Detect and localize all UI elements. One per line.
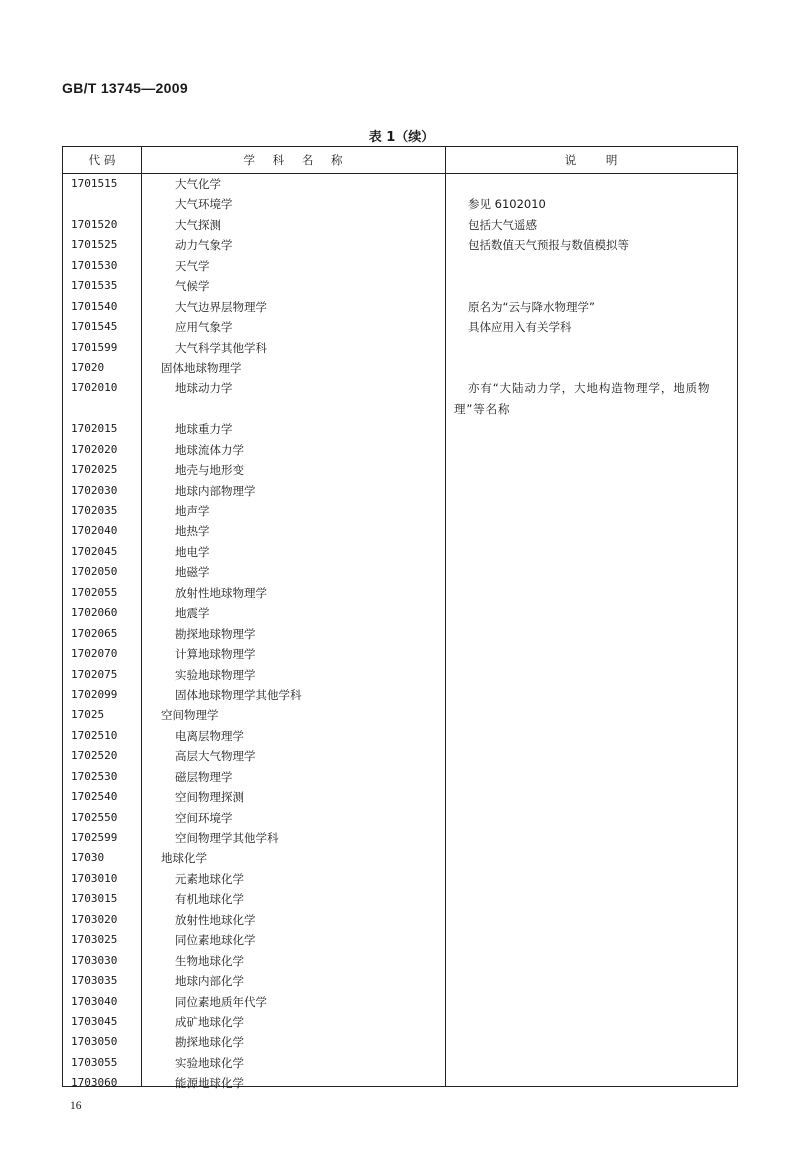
row-code: 17020: [71, 360, 105, 374]
table-row: [63, 1032, 737, 1052]
table-row: [63, 746, 737, 766]
row-code: 1702045: [71, 544, 118, 558]
row-code: 1702025: [71, 463, 118, 477]
table-row: [63, 481, 737, 501]
row-code: 17030: [71, 851, 105, 865]
row-code: 1701525: [71, 238, 118, 252]
table-row: [63, 1073, 737, 1093]
table-row: [63, 992, 737, 1012]
table-row: [63, 889, 737, 909]
row-discipline-name: 地球流体力学: [175, 442, 244, 457]
row-note: 原名为“云与降水物理学”: [468, 299, 595, 314]
table-title: 表 1（续）: [368, 130, 435, 145]
row-code: 1703055: [71, 1055, 118, 1069]
row-code: 17025: [71, 708, 105, 722]
row-discipline-name: 空间环境学: [175, 810, 233, 825]
row-note: 包括数值天气预报与数值模拟等: [468, 238, 629, 253]
row-discipline-name: 有机地球化学: [175, 892, 244, 907]
row-code: 1701599: [71, 340, 118, 354]
row-code: 1703025: [71, 933, 118, 947]
table-row: [63, 808, 737, 828]
table-row: [63, 317, 737, 337]
row-code: 1702050: [71, 565, 118, 579]
discipline-table: [62, 146, 738, 1091]
table-row: [63, 194, 737, 214]
table-row: [63, 665, 737, 685]
row-discipline-name: 固体地球物理学: [161, 360, 242, 375]
table-row: [63, 358, 737, 378]
row-code: 1702550: [71, 810, 118, 824]
row-code: 1701540: [71, 299, 118, 313]
table-row: [63, 338, 737, 358]
table-row: [63, 419, 737, 439]
row-code: 1701535: [71, 279, 118, 293]
row-code: 1701530: [71, 258, 118, 272]
row-code: 1703010: [71, 871, 118, 885]
table-row: [63, 787, 737, 807]
table-row: [63, 971, 737, 991]
row-discipline-name: 同位素地质年代学: [175, 994, 267, 1009]
row-code: 1702030: [71, 483, 118, 497]
row-discipline-name: 地磁学: [175, 565, 210, 580]
column-header-note: 说 明: [564, 153, 618, 167]
row-discipline-name: 大气科学其他学科: [175, 340, 267, 355]
row-discipline-name: 勘探地球化学: [175, 1035, 244, 1050]
row-discipline-name: 地球重力学: [175, 422, 233, 437]
row-code: 1702510: [71, 728, 118, 742]
table-row: [63, 685, 737, 705]
row-discipline-name: 大气探测: [175, 217, 221, 232]
row-discipline-name: 空间物理学其他学科: [175, 831, 279, 846]
table-row: [63, 583, 737, 603]
column-header-name: 学 科 名 称: [243, 153, 343, 167]
row-discipline-name: 地热学: [175, 524, 210, 539]
row-code: 1702540: [71, 790, 118, 804]
table-row: [63, 501, 737, 521]
table-row: [63, 460, 737, 480]
row-discipline-name: 实验地球物理学: [175, 667, 256, 682]
table-row: [63, 951, 737, 971]
row-code: 1702010: [71, 381, 118, 395]
row-discipline-name: 地震学: [175, 606, 210, 621]
table-row: [63, 603, 737, 623]
row-discipline-name: 气候学: [175, 279, 210, 294]
row-code: 1702015: [71, 422, 118, 436]
standard-code: GB/T 13745—2009: [62, 80, 188, 96]
row-code: 1702520: [71, 749, 118, 763]
row-discipline-name: 元素地球化学: [175, 871, 244, 886]
page-number: 16: [70, 1100, 82, 1112]
row-code: 1702040: [71, 524, 118, 538]
row-discipline-name: 高层大气物理学: [175, 749, 256, 764]
table-row: [63, 705, 737, 725]
row-discipline-name: 磁层物理学: [175, 769, 233, 784]
row-code: 1701545: [71, 320, 118, 334]
table-row: [63, 174, 737, 194]
table-row: [63, 848, 737, 868]
table-row: [63, 1053, 737, 1073]
row-code: 1702599: [71, 831, 118, 845]
row-discipline-name: 地壳与地形变: [175, 463, 244, 478]
row-code: 1703020: [71, 912, 118, 926]
row-code: 1701515: [71, 177, 118, 190]
row-discipline-name: 成矿地球化学: [175, 1014, 244, 1029]
table-row: [63, 644, 737, 664]
row-code: 1702065: [71, 626, 118, 640]
row-discipline-name: 计算地球物理学: [175, 647, 256, 662]
row-note: 亦有“大陆动力学，大地构造物理学，地质物理”等名称: [454, 381, 711, 416]
table-row: [63, 828, 737, 848]
row-discipline-name: 生物地球化学: [175, 953, 244, 968]
row-code: 1701520: [71, 217, 118, 231]
row-note: 包括大气遥感: [468, 217, 537, 232]
table-body: [63, 174, 737, 1094]
row-discipline-name: 能源地球化学: [175, 1076, 244, 1091]
table-row: [63, 215, 737, 235]
table-row: [63, 1012, 737, 1032]
row-note: 具体应用入有关学科: [468, 320, 572, 335]
row-discipline-name: 空间物理学: [161, 708, 219, 723]
row-code: 1703050: [71, 1035, 118, 1049]
row-discipline-name: 地球动力学: [175, 381, 233, 396]
table-row: [63, 256, 737, 276]
row-code: 1702530: [71, 769, 118, 783]
row-discipline-name: 实验地球化学: [175, 1055, 244, 1070]
table-row: [63, 276, 737, 296]
row-discipline-name: 地球内部物理学: [175, 483, 256, 498]
row-discipline-name: 天气学: [175, 258, 210, 273]
row-code: 1702075: [71, 667, 118, 681]
row-discipline-name: 固体地球物理学其他学科: [175, 687, 302, 702]
table-row: [63, 726, 737, 746]
row-discipline-name: 大气化学: [175, 177, 221, 191]
row-discipline-name: 应用气象学: [175, 320, 233, 335]
table-row: [63, 521, 737, 541]
row-code: 1702060: [71, 606, 118, 620]
row-code: 1703030: [71, 953, 118, 967]
row-discipline-name: 地球化学: [161, 851, 207, 866]
row-discipline-name: 电离层物理学: [175, 728, 244, 743]
row-code: 1703035: [71, 974, 118, 988]
table-row: [63, 869, 737, 889]
row-code: 1702020: [71, 442, 118, 456]
row-code: 1702070: [71, 647, 118, 661]
row-discipline-name: 空间物理探测: [175, 790, 244, 805]
row-note: 参见 6102010: [468, 197, 546, 212]
row-code: 1703045: [71, 1014, 118, 1028]
row-discipline-name: 大气边界层物理学: [175, 299, 267, 314]
row-code: 1702099: [71, 687, 118, 701]
row-code: 1703060: [71, 1076, 118, 1090]
table-row: [63, 542, 737, 562]
row-discipline-name: 大气环境学: [175, 197, 233, 212]
column-header-code: 代 码: [88, 153, 116, 167]
table-row: [63, 235, 737, 255]
table-row: [63, 378, 737, 419]
row-code: 1702055: [71, 585, 118, 599]
table-row: [63, 624, 737, 644]
row-discipline-name: 放射性地球物理学: [175, 585, 267, 600]
row-discipline-name: 地声学: [175, 504, 210, 519]
row-discipline-name: 勘探地球物理学: [175, 626, 256, 641]
row-discipline-name: 动力气象学: [175, 238, 233, 253]
row-code: 1702035: [71, 504, 118, 518]
table-row: [63, 910, 737, 930]
table-row: [63, 767, 737, 787]
row-discipline-name: 放射性地球化学: [175, 912, 256, 927]
table-row: [63, 562, 737, 582]
table-row: [63, 297, 737, 317]
row-code: 1703040: [71, 994, 118, 1008]
table-row: [63, 930, 737, 950]
table-row: [63, 440, 737, 460]
row-discipline-name: 地电学: [175, 544, 210, 559]
row-code: 1703015: [71, 892, 118, 906]
row-discipline-name: 同位素地球化学: [175, 933, 256, 948]
row-discipline-name: 地球内部化学: [175, 974, 244, 989]
